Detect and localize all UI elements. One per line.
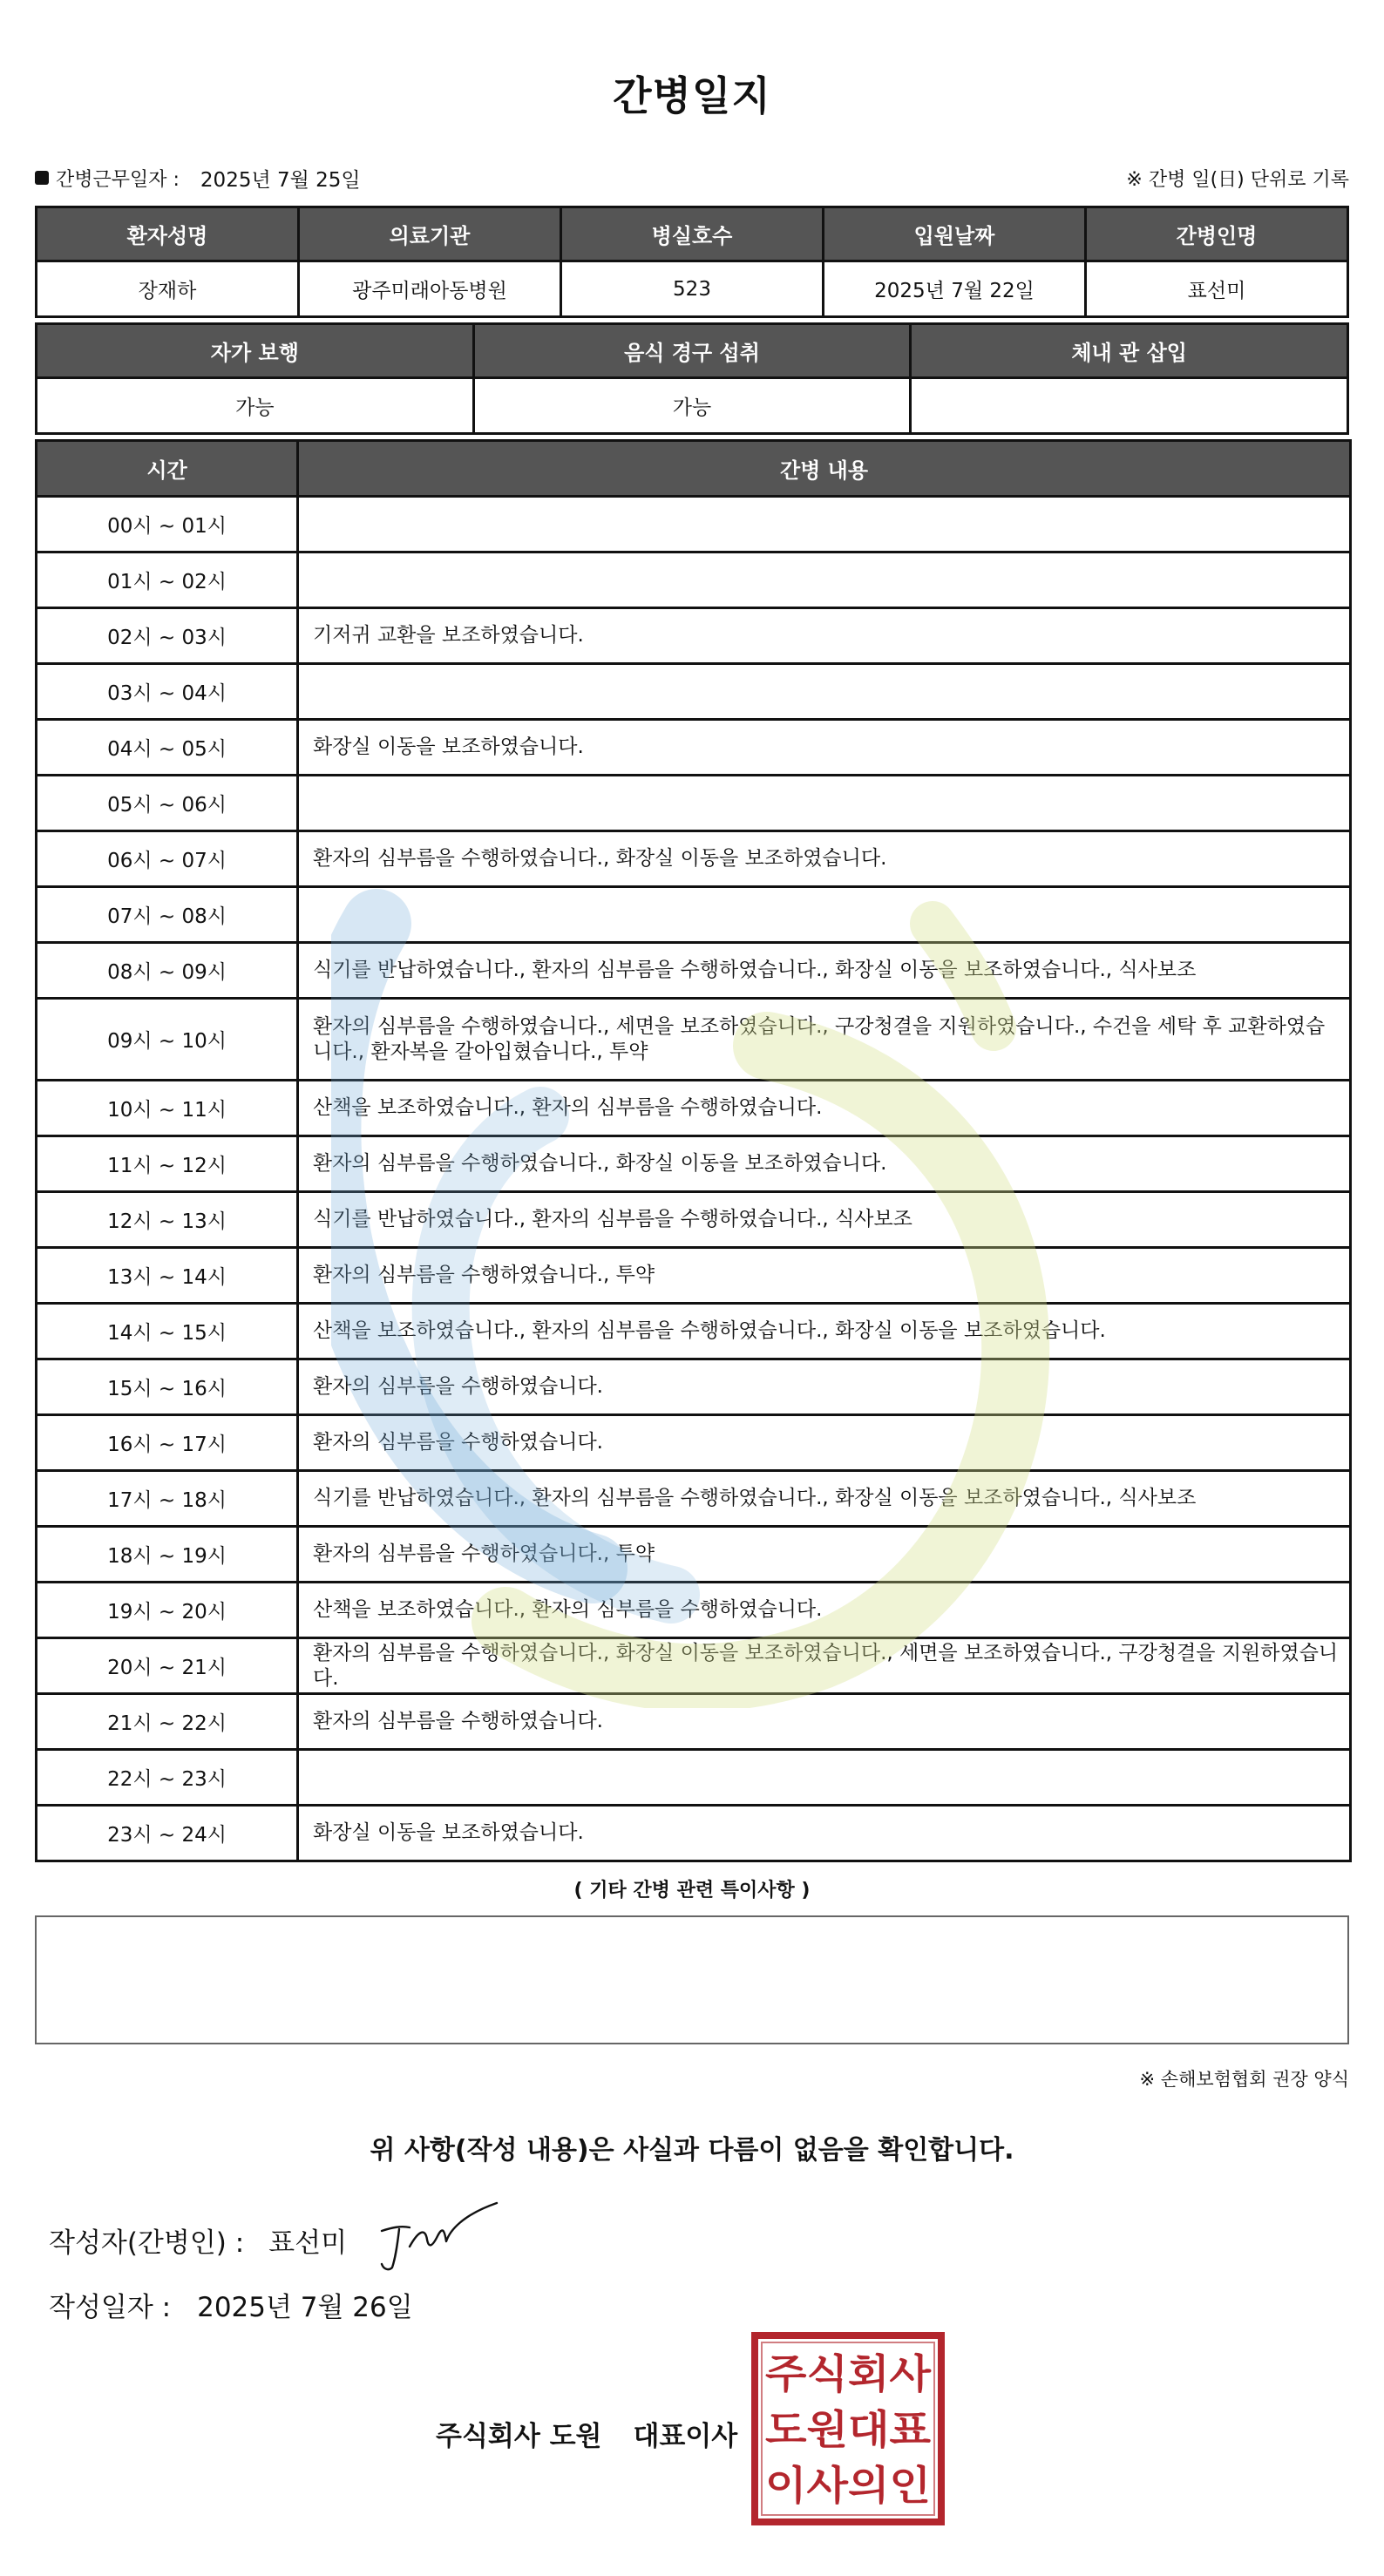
- care-log-time: 01시 ~ 02시: [37, 552, 298, 608]
- seal-text-line: 주식회사: [765, 2350, 932, 2397]
- care-log-time: 05시 ~ 06시: [37, 776, 298, 831]
- care-log-row: [37, 497, 1351, 552]
- care-log-row: [37, 1304, 1351, 1359]
- care-log-row: [37, 776, 1351, 831]
- care-log-content: 식기를 반납하였습니다., 환자의 심부름을 수행하였습니다., 화장실 이동을 보조하였습니다., 식사보조: [298, 1471, 1351, 1527]
- care-log-time: 23시 ~ 24시: [37, 1806, 298, 1861]
- header-oral-intake: 음식 경구 섭취: [473, 324, 911, 378]
- header-room: 병실호수: [561, 207, 824, 261]
- care-log-time: 10시 ~ 11시: [37, 1081, 298, 1136]
- tube-insertion-value: [911, 378, 1348, 434]
- care-log-time: 12시 ~ 13시: [37, 1192, 298, 1248]
- company-role: 대표이사: [633, 2421, 738, 2452]
- writer-label: 작성자(간병인) :: [49, 2227, 245, 2259]
- document-title: 간병일지: [613, 72, 771, 119]
- care-log-row: [37, 1750, 1351, 1806]
- care-log-content: [298, 552, 1351, 608]
- care-log-content: 산책을 보조하였습니다., 환자의 심부름을 수행하였습니다., 화장실 이동을 보조하였습니다.: [298, 1304, 1351, 1359]
- written-date-row: [49, 2285, 413, 2324]
- care-log-time: 22시 ~ 23시: [37, 1750, 298, 1806]
- care-log-time: 15시 ~ 16시: [37, 1359, 298, 1415]
- writer-name: 표선미: [268, 2227, 348, 2259]
- handwritten-signature-icon: [375, 2196, 505, 2274]
- care-log-content: 환자의 심부름을 수행하였습니다.: [298, 1359, 1351, 1415]
- care-log-row: [37, 1471, 1351, 1527]
- care-log-content: 환자의 심부름을 수행하였습니다., 세면을 보조하였습니다., 구강청결을 지원하였습니다., 수건을 세탁 후 교환하였습니다., 환자복을 갈아입혔습니다., 투약: [298, 999, 1351, 1081]
- header-care-content: 간병 내용: [298, 441, 1351, 497]
- care-log-time: 06시 ~ 07시: [37, 831, 298, 887]
- care-log-content: 산책을 보조하였습니다., 환자의 심부름을 수행하였습니다.: [298, 1081, 1351, 1136]
- room-number: 523: [561, 261, 824, 317]
- care-log-time: 19시 ~ 20시: [37, 1583, 298, 1638]
- care-log-content: 화장실 이동을 보조하였습니다.: [298, 1806, 1351, 1861]
- self-walking-value: 가능: [37, 378, 474, 434]
- work-date: [35, 164, 361, 193]
- patient-status-table: [35, 322, 1349, 435]
- patient-info-table: [35, 206, 1349, 318]
- header-time: 시간: [37, 441, 298, 497]
- care-log-row: [37, 943, 1351, 999]
- care-log-content: 환자의 심부름을 수행하였습니다.: [298, 1415, 1351, 1471]
- care-log-row: [37, 720, 1351, 776]
- header-admission-date: 입원날짜: [824, 207, 1086, 261]
- writer-row: [49, 2220, 347, 2260]
- care-log-content: 환자의 심부름을 수행하였습니다., 투약: [298, 1248, 1351, 1304]
- care-log-row: [37, 664, 1351, 720]
- care-log-time: 03시 ~ 04시: [37, 664, 298, 720]
- care-log-content: 화장실 이동을 보조하였습니다.: [298, 720, 1351, 776]
- care-log-row: [37, 831, 1351, 887]
- care-log-body: [37, 497, 1351, 1861]
- care-log-time: 08시 ~ 09시: [37, 943, 298, 999]
- written-date-value: 2025년 7월 26일: [197, 2292, 413, 2323]
- care-log-content: 환자의 심부름을 수행하였습니다., 화장실 이동을 보조하였습니다.: [298, 1136, 1351, 1192]
- hospital-name: 광주미래아동병원: [299, 261, 561, 317]
- care-log-time: 16시 ~ 17시: [37, 1415, 298, 1471]
- care-log-row: [37, 1081, 1351, 1136]
- seal-text-line: 이사의인: [765, 2462, 931, 2509]
- header-caregiver-name: 간병인명: [1086, 207, 1348, 261]
- patient-info-value-row: [37, 261, 1348, 317]
- work-date-value: 2025년 7월 25일: [200, 168, 361, 192]
- work-date-label: 간병근무일자 :: [56, 168, 180, 191]
- filled-square-icon: [35, 171, 49, 185]
- care-log-content: 식기를 반납하였습니다., 환자의 심부름을 수행하였습니다., 화장실 이동을 보조하였습니다., 식사보조: [298, 943, 1351, 999]
- care-log-row: [37, 887, 1351, 943]
- care-log-row: [37, 1638, 1351, 1694]
- care-log-row: [37, 1359, 1351, 1415]
- care-log-content: 환자의 심부름을 수행하였습니다., 화장실 이동을 보조하였습니다., 세면을 보조하였습니다., 구강청결을 지원하였습니다.: [298, 1638, 1351, 1694]
- header-tube-insertion: 체내 관 삽입: [911, 324, 1348, 378]
- care-log-table: [35, 439, 1352, 1862]
- care-log-row: [37, 999, 1351, 1081]
- care-log-row: [37, 1415, 1351, 1471]
- admission-date: 2025년 7월 22일: [824, 261, 1086, 317]
- care-log-content: 환자의 심부름을 수행하였습니다.: [298, 1694, 1351, 1750]
- care-log-content: [298, 1750, 1351, 1806]
- oral-intake-value: 가능: [473, 378, 911, 434]
- care-log-row: [37, 608, 1351, 664]
- source-note: ※ 손해보험협회 권장 양식: [1139, 2069, 1349, 2090]
- caregiver-name: 표선미: [1086, 261, 1348, 317]
- care-log-row: [37, 1192, 1351, 1248]
- care-log-time: 20시 ~ 21시: [37, 1638, 298, 1694]
- care-log-content: 산책을 보조하였습니다., 환자의 심부름을 수행하였습니다.: [298, 1583, 1351, 1638]
- care-log-time: 13시 ~ 14시: [37, 1248, 298, 1304]
- patient-status-header-row: [37, 324, 1348, 378]
- care-log-content: 환자의 심부름을 수행하였습니다., 투약: [298, 1527, 1351, 1583]
- care-log-time: 17시 ~ 18시: [37, 1471, 298, 1527]
- patient-info-header-row: [37, 207, 1348, 261]
- seal-text-line: 도원대표: [765, 2406, 932, 2453]
- care-log-time: 14시 ~ 15시: [37, 1304, 298, 1359]
- care-log-row: [37, 552, 1351, 608]
- confirmation-statement: 위 사항(작성 내용)은 사실과 다름이 없음을 확인합니다.: [370, 2135, 1014, 2166]
- care-log-row: [37, 1248, 1351, 1304]
- notes-title: ( 기타 간병 관련 특이사항 ): [573, 1880, 811, 1901]
- patient-name: 장재하: [37, 261, 299, 317]
- care-log-content: 식기를 반납하였습니다., 환자의 심부름을 수행하였습니다., 식사보조: [298, 1192, 1351, 1248]
- company-row: [436, 2414, 737, 2453]
- care-log-header-row: [37, 441, 1351, 497]
- care-log-row: [37, 1527, 1351, 1583]
- meta-row: [35, 164, 1349, 192]
- care-log-content: [298, 887, 1351, 943]
- header-patient-name: 환자성명: [37, 207, 299, 261]
- care-log-content: [298, 664, 1351, 720]
- care-log-time: 21시 ~ 22시: [37, 1694, 298, 1750]
- care-log-row: [37, 1136, 1351, 1192]
- care-log-content: [298, 497, 1351, 552]
- care-log-row: [37, 1694, 1351, 1750]
- red-company-seal-icon: [750, 2330, 946, 2527]
- header-hospital: 의료기관: [299, 207, 561, 261]
- care-log-content: 환자의 심부름을 수행하였습니다., 화장실 이동을 보조하였습니다.: [298, 831, 1351, 887]
- care-log-time: 11시 ~ 12시: [37, 1136, 298, 1192]
- care-log-content: 기저귀 교환을 보조하였습니다.: [298, 608, 1351, 664]
- header-self-walking: 자가 보행: [37, 324, 474, 378]
- written-date-label: 작성일자 :: [49, 2292, 172, 2323]
- care-log-time: 18시 ~ 19시: [37, 1527, 298, 1583]
- patient-status-value-row: [37, 378, 1348, 434]
- care-log-row: [37, 1806, 1351, 1861]
- care-log-time: 07시 ~ 08시: [37, 887, 298, 943]
- notes-box: [35, 1915, 1349, 2044]
- unit-note: ※ 간병 일(日) 단위로 기록: [1126, 168, 1349, 191]
- care-log-content: [298, 776, 1351, 831]
- care-log-time: 02시 ~ 03시: [37, 608, 298, 664]
- care-log-time: 00시 ~ 01시: [37, 497, 298, 552]
- care-log-time: 09시 ~ 10시: [37, 999, 298, 1081]
- care-log-row: [37, 1583, 1351, 1638]
- care-log-time: 04시 ~ 05시: [37, 720, 298, 776]
- company-name: 주식회사 도원: [436, 2421, 602, 2452]
